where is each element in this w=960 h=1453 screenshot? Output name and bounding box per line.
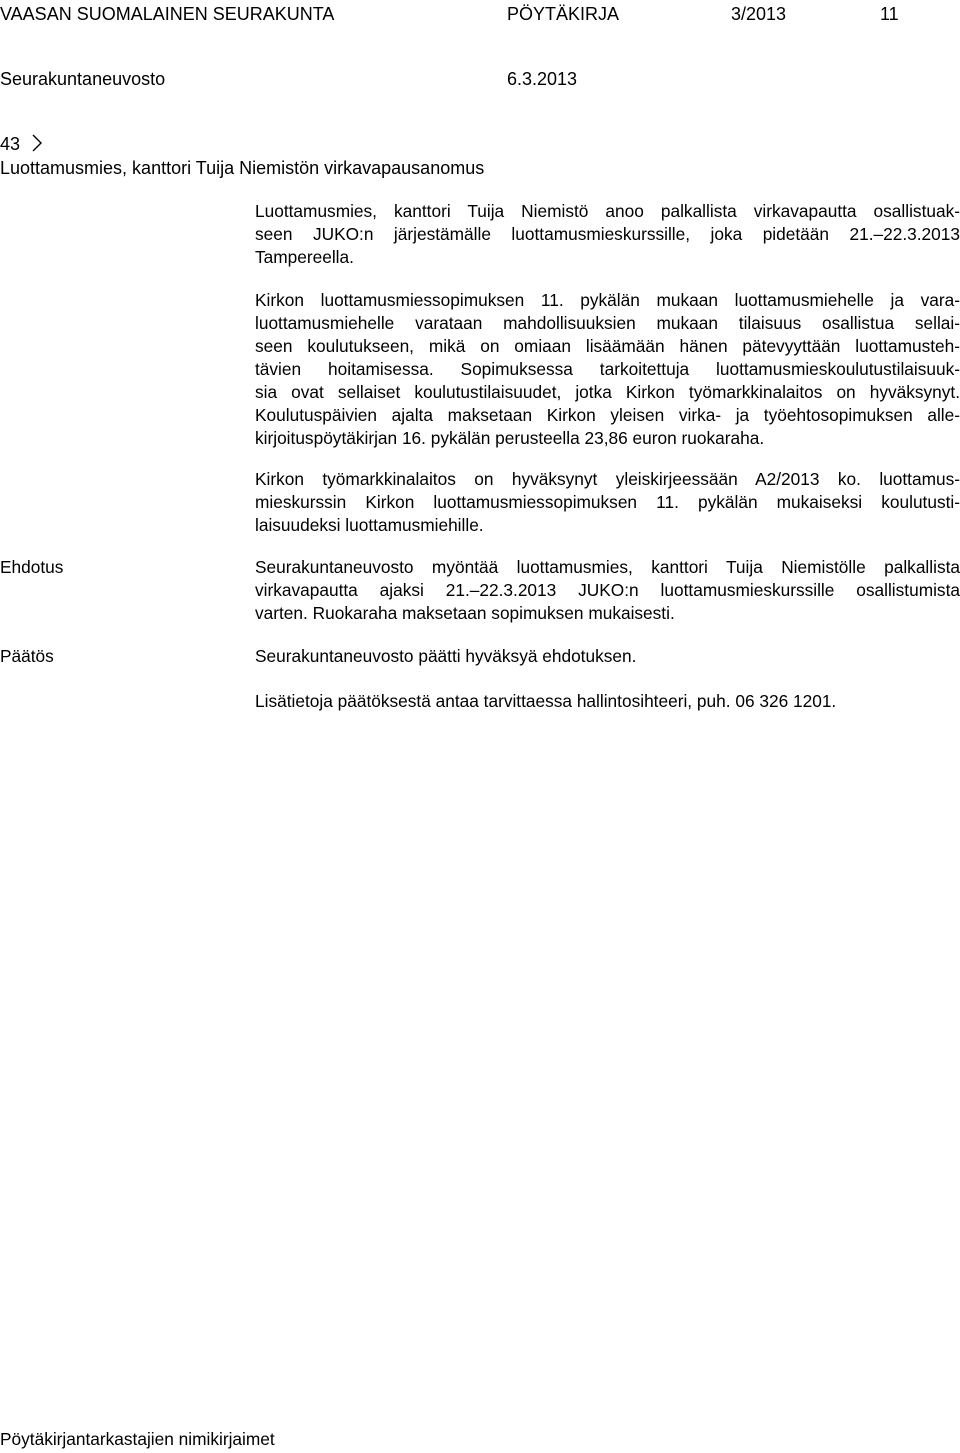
page-number: 11 <box>880 4 899 24</box>
text-line: Tampereella. <box>255 247 354 267</box>
section-number: 43 <box>0 134 21 154</box>
text-line: Kirkon luottamusmiessopimuksen 11. pykälän mukaan luottamusmiehelle ja vara- <box>255 290 960 310</box>
additional-info <box>255 690 960 713</box>
doc-number: 3/2013 <box>731 4 787 24</box>
text-line: Luottamusmies, kanttori Tuija Niemistö anoo palkallista virkavapautta osallistuak- <box>255 201 960 221</box>
text-line: mieskurssin Kirkon luottamusmiessopimuksen 11. pykälän mukaiseksi koulutusti- <box>255 492 960 512</box>
text-line: Kirkon työmarkkinalaitos on hyväksynyt yleiskirjeessään A2/2013 ko. luottamus- <box>255 469 960 489</box>
text-line: Lisätietoja päätöksestä antaa tarvittaessa hallintosihteeri, puh. 06 326 1201. <box>255 691 837 711</box>
text-line: Seurakuntaneuvosto päätti hyväksyä ehdotuksen. <box>255 646 637 666</box>
text-line: virkavapautta ajaksi 21.–22.3.2013 JUKO:n luottamusmieskurssille osallistumista <box>255 580 960 600</box>
section-sign-icon <box>31 133 43 153</box>
org-name: VAASAN SUOMALAINEN SEURAKUNTA <box>0 4 335 24</box>
footer-initials-label: Pöytäkirjantarkastajien nimikirjaimet <box>0 1429 275 1449</box>
text-line: kirjoituspöytäkirjan 16. pykälän perusteella 23,86 euron ruokaraha. <box>255 428 765 448</box>
decision-label: Päätös <box>0 646 54 666</box>
proposal-label: Ehdotus <box>0 557 64 577</box>
text-line: seen JUKO:n järjestämälle luottamusmieskurssille, joka pidetään 21.–22.3.2013 <box>255 224 960 244</box>
section-title: Luottamusmies, kanttori Tuija Niemistön virkavapausanomus <box>0 158 485 178</box>
text-line: laisuudeksi luottamusmiehille. <box>255 515 484 535</box>
meeting-date: 6.3.2013 <box>507 69 578 89</box>
text-line: Koulutuspäivien ajalta maksetaan Kirkon yleisen virka- ja työehtosopimuksen alle- <box>255 405 960 425</box>
section-heading <box>0 133 43 155</box>
decision-text <box>255 645 960 668</box>
proposal-text <box>255 556 960 625</box>
paragraph-2 <box>255 289 960 450</box>
text-line: sia ovat sellaiset koulutustilaisuudet, jotka Kirkon työmarkkinalaitos on hyväksynyt. <box>255 382 960 402</box>
doc-type: PÖYTÄKIRJA <box>507 4 620 24</box>
text-line: varten. Ruokaraha maksetaan sopimuksen mukaisesti. <box>255 603 675 623</box>
text-line: tävien hoitamisessa. Sopimuksessa tarkoitettuja luottamusmieskoulutustilaisuuk- <box>255 359 960 379</box>
paragraph-3 <box>255 468 960 537</box>
paragraph-1 <box>255 200 960 269</box>
text-line: seen koulutukseen, mikä on omiaan lisäämään hänen pätevyyttään luottamusteh- <box>255 336 960 356</box>
text-line: luottamusmiehelle varataan mahdollisuuksien mukaan tilaisuus osallistua sellai- <box>255 313 960 333</box>
text-line: Seurakuntaneuvosto myöntää luottamusmies, kanttori Tuija Niemistölle palkallista <box>255 557 960 577</box>
body-name: Seurakuntaneuvosto <box>0 69 166 89</box>
